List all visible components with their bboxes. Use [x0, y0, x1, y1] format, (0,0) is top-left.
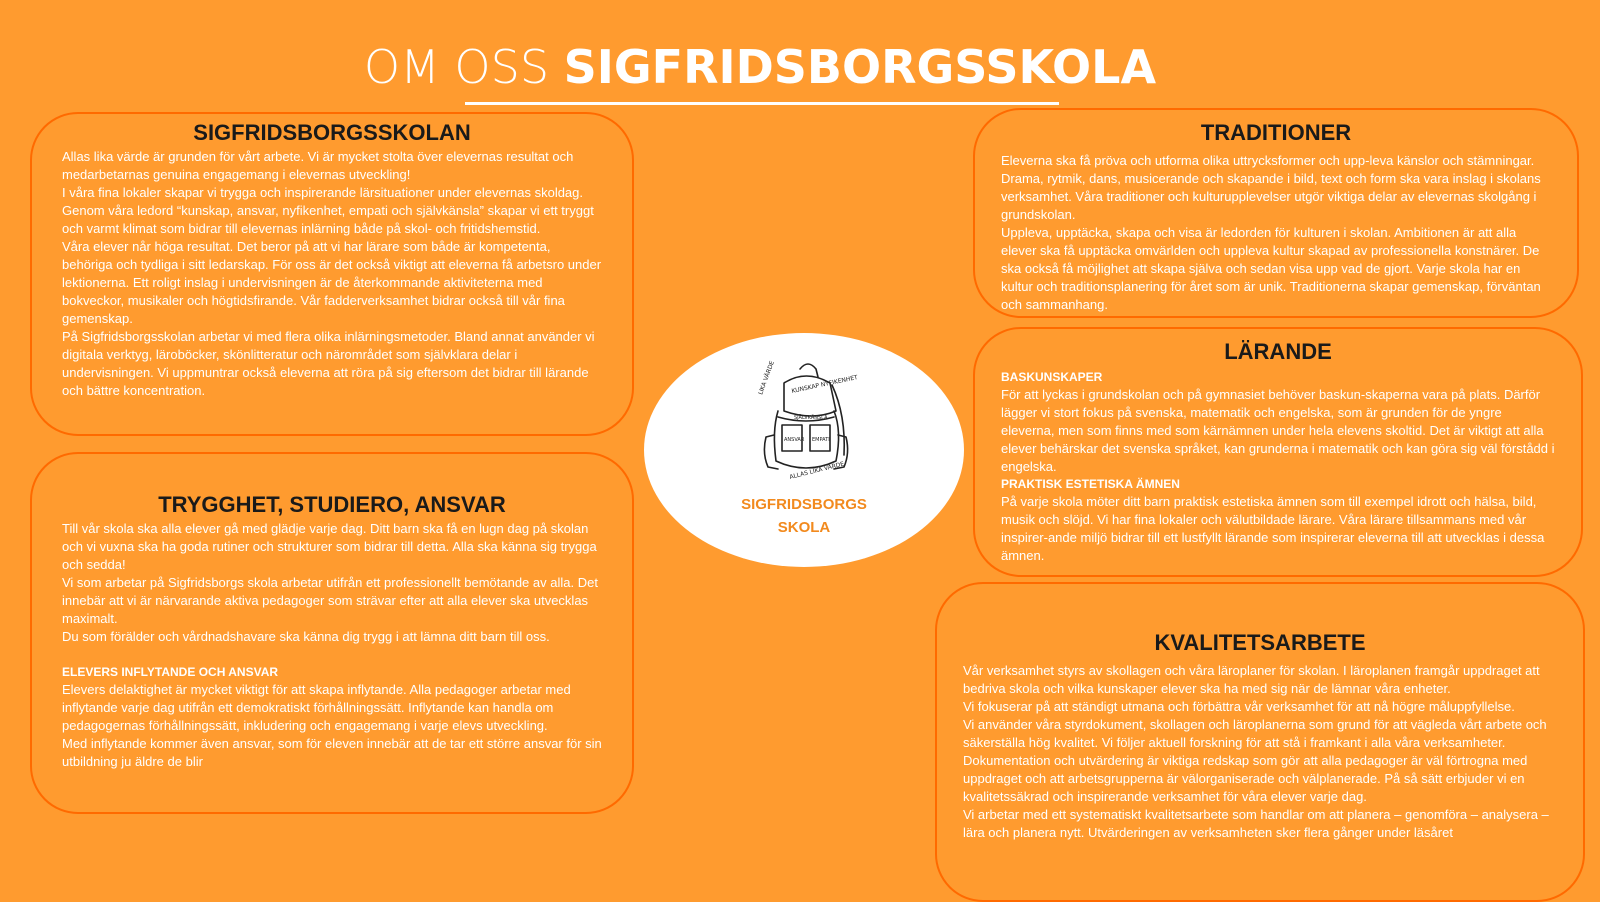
inflytande-paragraph: Med inflytande kommer även ansvar, som för eleven innebär att de tar ett större ansvar för sin utbildning ju äldre de blir	[62, 736, 602, 769]
sigfridsborgsskolan-paragraph: I våra fina lokaler skapar vi trygga och inspirerande lärsituationer under elevernas skoldag. Genom våra ledord “kunskap, ansvar, nyfikenhet, empati och självkänsla” skapar vi ett tryggt och varmt klimat som bidrar till elevernas inlärning både på skol- och fritidshemstid.	[62, 185, 594, 236]
trygghet-paragraph: Du som förälder och vårdnadshavare ska känna dig trygg i att lämna ditt barn till oss.	[62, 629, 550, 644]
baskunskaper-subheading: BASKUNSKAPER	[1001, 370, 1103, 384]
traditioner-paragraph: Uppleva, upptäcka, skapa och visa är ledorden för kulturen i skolan. Ambitionen är att alla elever ska få upptäcka omvärlden och uppleva kultur skapad av professionella konstnärer. De ska också få möjlighet att skapa själva och sedan visa upp vad de gjort. Varje skola har en kultur och traditionsplanering för året som är unik. Traditionerna skapar gemenskap, förväntan och sammanhang.	[1001, 225, 1541, 312]
school-logo	[644, 333, 964, 567]
sigfridsborgsskolan-paragraph: På Sigfridsborgsskolan arbetar vi med flera olika inlärningsmetoder. Bland annat använder vi digitala verktyg, läroböcker, skönlitteratur och närområdet som självklara delar i undervisningen. Vi uppmuntrar också eleverna att röra på sig eftersom det bidrar till lärande och bättre koncentration.	[62, 329, 595, 398]
sigfridsborgsskolan-paragraph: Allas lika värde är grunden för vårt arbete. Vi är mycket stolta över elevernas resultat och medarbetarnas genuina engagemang i elevernas utveckling!	[62, 149, 574, 182]
kvalitetsarbete-paragraph: Vi använder våra styrdokument, skollagen och läroplanerna som grund för att vägleda vårt arbete och säkerställa hög kvalitet. Vi följer aktuell forskning för att stå i framkant i alla våra verksamheter.	[963, 717, 1547, 750]
traditioner-panel	[973, 108, 1579, 318]
page-title-light: OM OSS	[363, 40, 564, 94]
title-underline	[465, 102, 1059, 105]
larande-panel	[973, 327, 1583, 577]
svg-text:ANSVAR: ANSVAR	[784, 437, 805, 443]
inflytande-subheading: ELEVERS INFLYTANDE OCH ANSVAR	[62, 665, 279, 679]
trygghet-paragraph: Till vår skola ska alla elever gå med glädje varje dag. Ditt barn ska få en lugn dag på skolan och vi vuxna ska ha goda rutiner och strukturer som bidrar till detta. Alla ska känna sig trygga och sedda!	[62, 521, 597, 572]
traditioner-heading: TRADITIONER	[1200, 120, 1352, 145]
trygghet-panel	[30, 452, 634, 814]
sigfridsborgsskolan-panel	[30, 112, 634, 436]
svg-text:KUNSKAP NYFIKENHET: KUNSKAP NYFIKENHET	[790, 374, 859, 395]
svg-text:EMPATI: EMPATI	[812, 437, 830, 443]
estetiska-subheading: PRAKTISK ESTETISKA ÄMNEN	[1001, 477, 1180, 491]
sigfridsborgsskolan-paragraph: Våra elever når höga resultat. Det beror på att vi har lärare som både är kompetenta, behöriga och tydliga i sitt ledarskap. För oss är det också viktigt att eleverna få arbetsro under lektionerna. Ett roligt inslag i undervisningen är de återkommande aktiviteterna med bokveckor, musikaler och högtidsfirande. Vår fadderverksamhet bidrar också till vår fina gemenskap.	[62, 239, 602, 326]
baskunskaper-paragraph: För att lyckas i grundskolan och på gymnasiet behöver baskun-skaperna vara på plats. Därför lägger vi stort fokus på svenska, matematik och engelska, som är grunden för de yngre eleverna, men som finns med som kärnämnen under hela elevens skoltid. Det är viktigt att alla elever behärskar det svenska språket, kan grunderna i matematik och kan göra sig väl förstådd i engelska.	[1001, 387, 1555, 474]
logo-text-line2: SKOLA	[777, 519, 831, 536]
larande-heading: LÄRANDE	[1224, 339, 1332, 364]
svg-text:SJÄLVKÄNSLA: SJÄLVKÄNSLA	[794, 415, 828, 421]
kvalitetsarbete-paragraph: Dokumentation och utvärdering är viktiga redskap som gör att alla pedagoger är väl förtrogna med uppdraget och att arbetsgrupperna är välorganiserade och välplanerade. På så sätt erbjuder vi en kvalitetssäkrad och inspirerande verksamhet för våra elever varje dag.	[963, 753, 1528, 804]
inflytande-paragraph: Elevers delaktighet är mycket viktigt för att skapa inflytande. Alla pedagoger arbetar med inflytande varje dag utifrån ett demokratiskt förhållningssätt. Inflytande kan handla om pedagogernas förhållningssätt, inkludering och engagemang i varje elevs utveckling.	[62, 682, 571, 733]
svg-text:LIKA VÄRDE: LIKA VÄRDE	[757, 360, 776, 396]
backpack-icon	[748, 355, 864, 487]
traditioner-paragraph: Eleverna ska få pröva och utforma olika uttrycksformer och upp-leva känslor och stämningar. Drama, rytmik, dans, musicerande och skapande i bild, text och form ska vara inslag i skolans verksamhet. Våra traditioner och kulturupplevelser utgör viktiga delar av elevernas skolgång i grundskolan.	[1001, 153, 1541, 222]
trygghet-heading: TRYGGHET, STUDIERO, ANSVAR	[158, 492, 506, 517]
kvalitetsarbete-paragraph: Vi arbetar med ett systematiskt kvalitetsarbete som handlar om att planera – genomföra – analysera – lära och planera nytt. Utvärderingen av verksamheten sker flera gånger under läsåret	[963, 807, 1549, 840]
trygghet-paragraph: Vi som arbetar på Sigfridsborgs skola arbetar utifrån ett professionellt bemötande av alla. Det innebär att vi är närvarande aktiva pedagoger som strävar efter att alla elever ska utvecklas maximalt.	[62, 575, 598, 626]
svg-text:ALLAS LIKA VÄRDE: ALLAS LIKA VÄRDE	[788, 460, 845, 481]
page-title-bold: SIGFRIDSBORGSSKOLA	[563, 40, 1157, 94]
logo-text-line1: SIGFRIDSBORGS	[741, 496, 867, 513]
estetiska-paragraph: På varje skola möter ditt barn praktisk estetiska ämnen som till exempel idrott och hälsa, bild, musik och slöjd. Vi har fina lokaler och välutbildade lärare. Våra lärare tillsammans med vår inspirer-ande miljö bidrar till ett lustfyllt lärande som inspirerar eleverna till att utvecklas i dessa ämnen.	[1001, 494, 1545, 563]
sigfridsborgsskolan-heading: SIGFRIDSBORGSSKOLAN	[193, 120, 471, 145]
kvalitetsarbete-heading: KVALITETSARBETE	[1154, 630, 1366, 655]
kvalitetsarbete-paragraph: Vi fokuserar på att ständigt utmana och förbättra vår verksamhet för att nå högre måluppfyllelse.	[963, 699, 1515, 714]
kvalitetsarbete-panel	[935, 582, 1585, 902]
kvalitetsarbete-paragraph: Vår verksamhet styrs av skollagen och våra läroplaner för skolan. I läroplanen framgår uppdraget att bedriva skola och vilka kunskaper elever ska ha med sig när de lämnar våra enheter.	[963, 663, 1540, 696]
page-title	[0, 40, 1520, 94]
